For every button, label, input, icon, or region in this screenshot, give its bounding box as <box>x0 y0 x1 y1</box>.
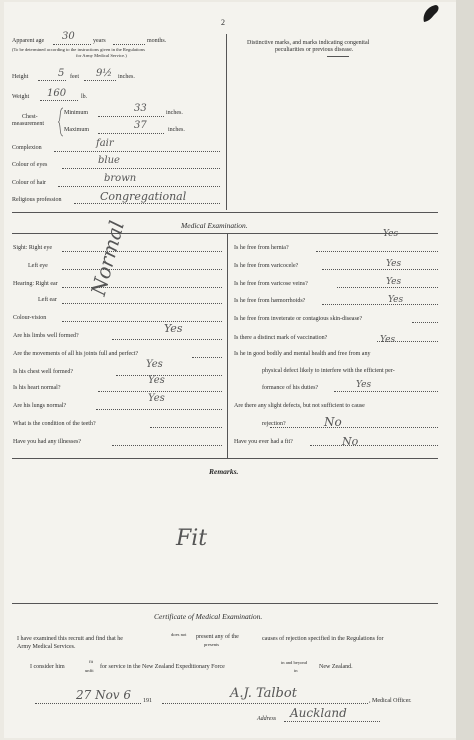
hw-remarks: Fit <box>176 526 208 551</box>
chest-label-2: measurement <box>12 121 44 127</box>
ink-blot-icon <box>418 2 442 26</box>
medical-right-answer-line <box>310 445 438 446</box>
medical-left-question: Left ear <box>38 297 57 303</box>
religion-label: Religious profession <box>12 197 62 203</box>
medical-officer-label: , Medical Officer. <box>369 698 412 704</box>
hair-field <box>58 186 220 187</box>
months-label: months. <box>147 38 167 44</box>
medical-left-question: Are his limbs well formed? <box>13 333 79 339</box>
address-field <box>284 721 380 722</box>
age-note-2: for Army Medical Service.) <box>76 53 127 58</box>
date-field <box>35 703 141 704</box>
cert-consider-b: for service in the New Zealand Expeditionary Force <box>100 664 225 670</box>
hw-lungs: Yes <box>148 393 165 404</box>
medical-left-question: Colour-vision <box>13 315 47 321</box>
cert-fit: fit <box>89 659 94 664</box>
hw-duties: Yes <box>356 380 372 390</box>
certificate-heading: Certificate of Medical Examination. <box>154 612 263 621</box>
hw-eyes: blue <box>98 155 120 166</box>
apparent-age-label: Apparent age <box>12 38 45 44</box>
feet-label: feet <box>70 74 79 80</box>
hw-signature: A.J. Talbot <box>230 686 297 701</box>
medical-right-question: Is he free from inveterate or contagious skin-disease? <box>234 316 363 322</box>
medical-right-question: Have you ever had a fit? <box>234 439 293 445</box>
hw-height-in: 9½ <box>96 68 113 79</box>
cert-nz: New Zealand. <box>319 664 353 670</box>
medical-right-answer-line <box>334 391 438 392</box>
medical-heading-rule <box>12 233 438 234</box>
cert-line1-a: I have examined this recruit and find that he <box>17 636 123 642</box>
hw-religion: Congregational <box>100 190 187 203</box>
medical-left-question: What is the condition of the teeth? <box>13 421 96 427</box>
hw-hernia: Yes <box>383 229 399 239</box>
complexion-field <box>54 151 220 152</box>
hw-fit: No <box>342 435 359 448</box>
medical-left-answer-line <box>112 339 222 340</box>
inches-label: inches. <box>118 74 135 80</box>
hw-chest: Yes <box>146 359 163 370</box>
weight-label: Weight <box>12 94 30 100</box>
address-label: Address <box>257 716 277 722</box>
medical-right-question: Are there any slight defects, but not sufficient to cause <box>234 403 365 409</box>
distinctive-marks-label-2: peculiarities or previous disease. <box>275 47 354 53</box>
medical-left-question: Are the movements of all his joints full and perfect? <box>13 351 139 357</box>
hw-height-ft: 5 <box>58 68 65 79</box>
medical-left-answer-line <box>62 321 222 322</box>
hw-complexion: fair <box>96 138 114 149</box>
chest-min-inches: inches. <box>166 110 183 116</box>
medical-top-rule <box>12 212 438 213</box>
medical-left-answer-line <box>62 303 222 304</box>
complexion-label: Complexion <box>12 145 42 151</box>
medical-right-question: Is there a distinct mark of vaccination? <box>234 335 328 341</box>
chest-max-field <box>98 133 164 134</box>
column-divider <box>226 34 227 210</box>
weight-field <box>40 100 78 101</box>
medical-right-answer-line <box>322 304 438 305</box>
medical-right-question: Is he free from varicose veins? <box>234 281 308 287</box>
marks-underline <box>327 56 349 57</box>
medical-right-answer-line <box>316 251 438 252</box>
hw-varicocele: Yes <box>386 259 402 269</box>
chest-min-label: Minimum <box>64 110 89 116</box>
medical-right-answer-line <box>412 322 438 323</box>
remarks-heading: Remarks. <box>209 467 239 476</box>
chest-label-1: Chest- <box>22 114 38 120</box>
page-edge <box>456 0 474 740</box>
signature-field <box>162 703 368 704</box>
medical-left-answer-line <box>62 251 222 252</box>
cert-line2: Army Medical Services. <box>17 644 76 650</box>
hw-address: Auckland <box>290 706 347 720</box>
cert-year: 191 <box>143 698 152 704</box>
hw-chest-max: 37 <box>134 120 147 131</box>
medical-right-question: physical defect likely to interfere with the efficient per- <box>262 368 395 374</box>
chest-min-field <box>98 116 164 117</box>
medical-right-question: rejection? <box>262 421 286 427</box>
hw-date: 27 Nov 6 <box>76 688 132 702</box>
height-inches-field <box>84 80 116 81</box>
age-note-1: (To be determined according to the instructions given in the Regulations <box>12 47 145 52</box>
hw-chest-min: 33 <box>134 103 147 114</box>
cert-line1-b: present any of the <box>196 634 239 640</box>
medical-left-question: Is his chest well formed? <box>13 369 73 375</box>
medical-left-question: Is his heart normal? <box>13 385 61 391</box>
hw-varicose: Yes <box>386 277 402 287</box>
hw-age: 30 <box>62 31 75 42</box>
hw-haemorrhoids: Yes <box>388 295 404 305</box>
medical-left-answer-line <box>116 375 222 376</box>
remarks-bottom-rule <box>12 603 438 604</box>
hw-sight-normal: Normal <box>86 218 129 299</box>
hw-heart: Yes <box>148 375 165 386</box>
medical-left-question: Sight: Right eye <box>13 245 52 251</box>
medical-right-question: formance of his duties? <box>262 385 319 391</box>
medical-column-divider <box>227 233 228 458</box>
cert-does-not: does not <box>171 632 187 637</box>
medical-right-answer-line <box>337 287 438 288</box>
medical-right-question: Is he in good bodily and mental health and free from any <box>234 351 371 357</box>
cert-unfit: unfit <box>85 668 94 673</box>
age-months-field <box>113 44 145 45</box>
eyes-field <box>62 168 220 169</box>
cert-consider-a: I consider him <box>30 664 65 670</box>
eyes-label: Colour of eyes <box>12 162 48 168</box>
medical-bottom-rule <box>12 458 438 459</box>
medical-left-question: Hearing: Right ear <box>13 281 58 287</box>
page-number: 2 <box>221 18 225 27</box>
lb-label: lb. <box>81 94 88 100</box>
medical-left-answer-line <box>62 269 222 270</box>
height-feet-field <box>38 80 66 81</box>
medical-heading: Medical Examination. <box>181 221 248 230</box>
medical-left-answer-line <box>112 445 222 446</box>
cert-in-beyond: in and beyond <box>281 660 308 665</box>
hw-hair: brown <box>104 173 137 184</box>
medical-right-answer-line <box>270 427 438 428</box>
hair-label: Colour of hair <box>12 180 46 186</box>
medical-left-question: Left eye <box>28 263 48 269</box>
chest-max-label: Maximum <box>64 127 89 133</box>
medical-right-question: Is he free from hernia? <box>234 245 289 251</box>
medical-left-question: Are his lungs normal? <box>13 403 67 409</box>
hw-weight: 160 <box>47 88 67 99</box>
medical-left-answer-line <box>150 427 222 428</box>
age-years-field <box>53 44 91 45</box>
medical-left-question: Have you had any illnesses? <box>13 439 81 445</box>
hw-vaccination: Yes <box>380 335 396 345</box>
medical-left-answer-line <box>192 357 222 358</box>
hw-rejection: No <box>324 415 342 429</box>
height-label: Height <box>12 74 29 80</box>
medical-right-question: Is he free from hæmorrhoids? <box>234 298 306 304</box>
religion-field <box>74 203 220 204</box>
medical-left-answer-line <box>96 409 222 410</box>
years-label: years <box>93 38 106 44</box>
chest-max-inches: inches. <box>168 127 185 133</box>
cert-line1-c: causes of rejection specified in the Regulations for <box>262 636 384 642</box>
hw-limbs: Yes <box>164 322 183 335</box>
medical-right-answer-line <box>322 269 438 270</box>
cert-in: in <box>294 668 298 673</box>
distinctive-marks-label-1: Distinctive marks, and marks indicating congenital <box>247 40 370 46</box>
cert-presents: presents <box>204 642 220 647</box>
medical-right-question: Is he free from varicocele? <box>234 263 299 269</box>
medical-left-answer-line <box>98 391 222 392</box>
